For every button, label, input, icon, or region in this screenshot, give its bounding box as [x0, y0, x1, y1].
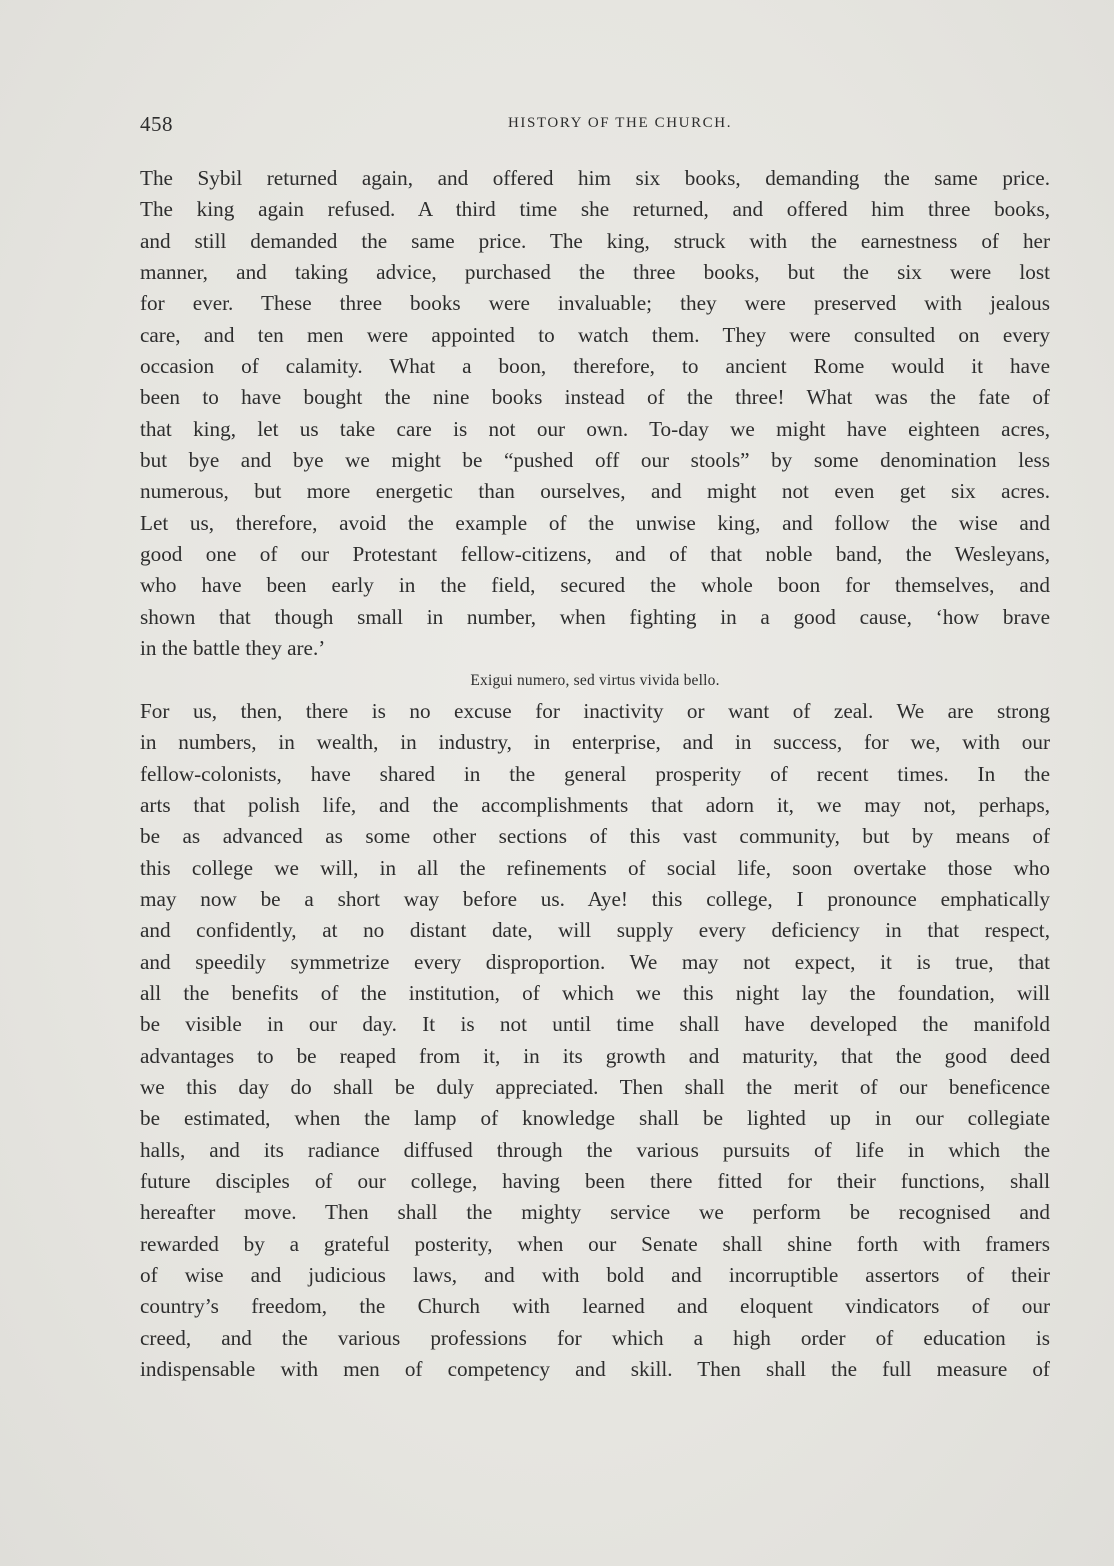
text-line: be visible in our day. It is not until time shall have developed the manifold — [140, 1012, 1050, 1037]
text-line: The king again refused. A third time she returned, and offered him three books, — [140, 197, 1050, 222]
text-line: care, and ten men were appointed to watch them. They were consulted on every — [140, 322, 1050, 347]
text-line: who have been early in the field, secured the whole boon for themselves, and — [140, 573, 1050, 598]
text-line: this college we will, in all the refinements of social life, soon overtake those who — [140, 855, 1050, 880]
text-line: all the benefits of the institution, of which we this night lay the foundation, will — [140, 980, 1050, 1005]
text-line: creed, and the various professions for which a high order of education is — [140, 1325, 1050, 1350]
text-line: Let us, therefore, avoid the example of the unwise king, and follow the wise and — [140, 510, 1050, 535]
text-line: rewarded by a grateful posterity, when our Senate shall shine forth with framers — [140, 1231, 1050, 1256]
text-line: halls, and its radiance diffused through the various pursuits of life in which the — [140, 1137, 1050, 1162]
page-number: 458 — [140, 112, 173, 136]
running-title: HISTORY OF THE CHURCH. — [507, 115, 733, 131]
text-line: good one of our Protestant fellow-citizens, and of that noble band, the Wesleyans, — [140, 542, 1050, 567]
text-line: For us, then, there is no excuse for inactivity or want of zeal. We are strong — [140, 698, 1050, 723]
page-body — [140, 163, 1050, 1385]
text-line: that king, let us take care is not our own. To-day we might have eighteen acres, — [140, 416, 1050, 441]
text-line: may now be a short way before us. Aye! this college, I pronounce emphatically — [140, 886, 1050, 911]
text-line: in the battle they are.’ — [140, 636, 326, 661]
text-line: indispensable with men of competency and skill. Then shall the full measure of — [140, 1357, 1050, 1382]
text-line: fellow-colonists, have shared in the general prosperity of recent times. In the — [140, 761, 1050, 786]
text-line: in numbers, in wealth, in industry, in enterprise, and in success, for we, with our — [140, 730, 1050, 755]
text-line: but bye and bye we might be “pushed off our stools” by some denomination less — [140, 448, 1050, 473]
text-line: shown that though small in number, when fighting in a good cause, ‘how brave — [140, 604, 1050, 629]
text-line: arts that polish life, and the accomplishments that adorn it, we may not, perhaps, — [140, 792, 1050, 817]
text-line: occasion of calamity. What a boon, therefore, to ancient Rome would it have — [140, 354, 1050, 379]
text-line: advantages to be reaped from it, in its growth and maturity, that the good deed — [140, 1043, 1050, 1068]
text-line: future disciples of our college, having been there fitted for their functions, shall — [140, 1169, 1050, 1193]
text-line: we this day do shall be duly appreciated. Then shall the merit of our beneficence — [140, 1074, 1050, 1099]
page-header — [140, 112, 1050, 142]
text-line: manner, and taking advice, purchased the three books, but the six were lost — [140, 260, 1050, 285]
latin-quotation: Exigui numero, sed virtus vivida bello. — [470, 671, 720, 689]
text-line: country’s freedom, the Church with learned and eloquent vindicators of our — [140, 1294, 1050, 1319]
text-line: be estimated, when the lamp of knowledge shall be lighted up in our collegiate — [140, 1106, 1050, 1131]
text-line: and still demanded the same price. The king, struck with the earnestness of her — [140, 228, 1050, 253]
text-line: numerous, but more energetic than ourselves, and might not even get six acres. — [140, 479, 1050, 504]
text-line: of wise and judicious laws, and with bold and incorruptible assertors of their — [140, 1263, 1050, 1288]
text-line: be as advanced as some other sections of this vast community, but by means of — [140, 824, 1050, 849]
text-line: and speedily symmetrize every disproportion. We may not expect, it is true, that — [140, 949, 1050, 974]
text-line: been to have bought the nine books instead of the three! What was the fate of — [140, 385, 1050, 410]
text-line: and confidently, at no distant date, will supply every deficiency in that respect, — [140, 918, 1050, 943]
text-line: The Sybil returned again, and offered him six books, demanding the same price. — [140, 166, 1050, 190]
text-line: hereafter move. Then shall the mighty service we perform be recognised and — [140, 1200, 1050, 1225]
text-line: for ever. These three books were invaluable; they were preserved with jealous — [140, 291, 1050, 316]
